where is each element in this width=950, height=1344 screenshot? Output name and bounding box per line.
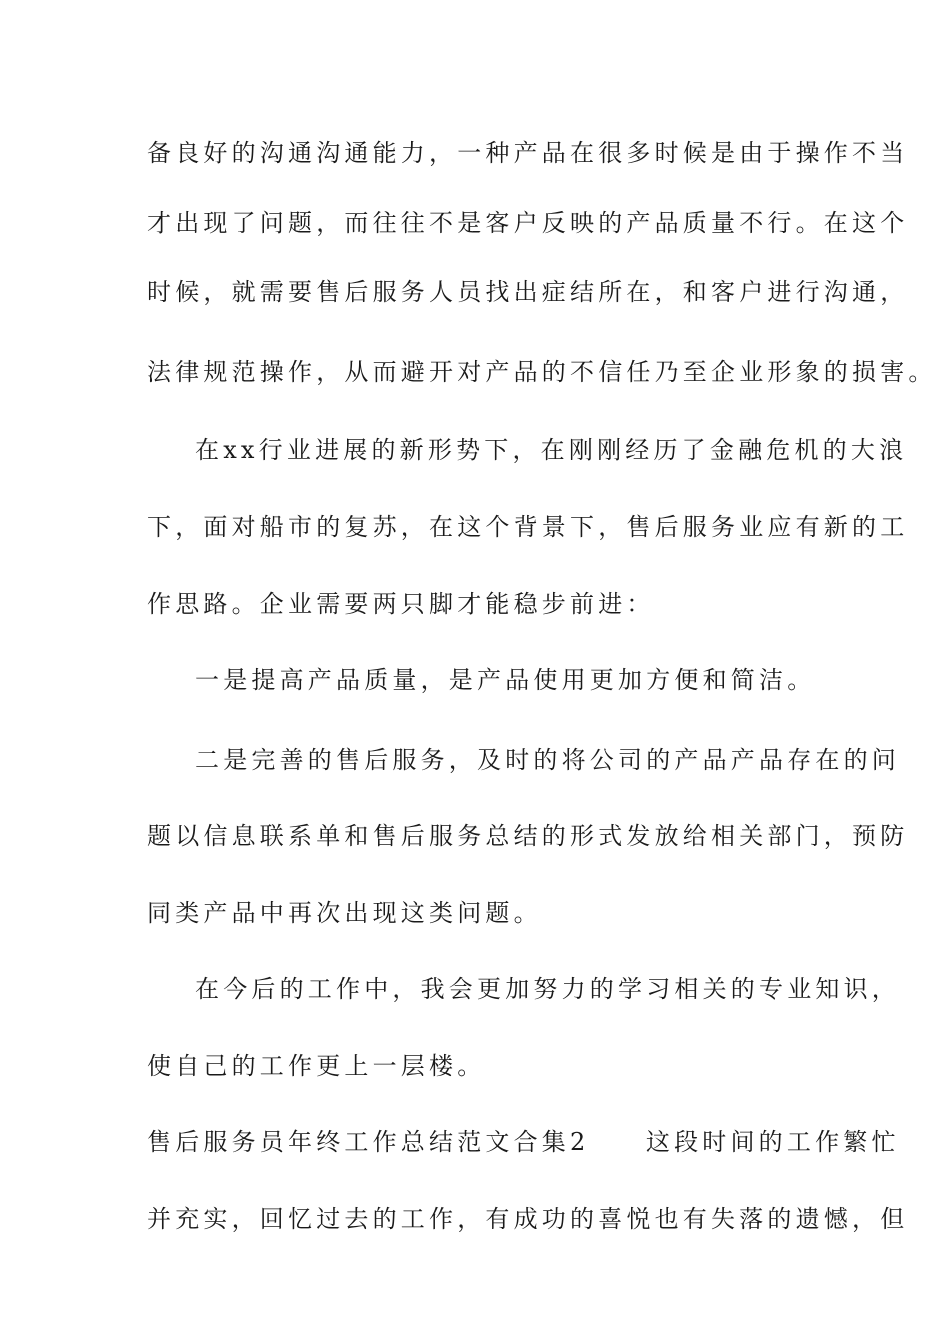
text-line-5: 在xx行业进展的新形势下，在刚刚经历了金融危机的大浪 bbox=[195, 436, 908, 464]
text-line-15: 并充实，回忆过去的工作，有成功的喜悦也有失落的遗憾，但 bbox=[147, 1205, 909, 1233]
text-line-4: 法律规范操作，从而避开对产品的不信任乃至企业形象的损害。 bbox=[147, 358, 937, 386]
text-line-8: 一是提高产品质量，是产品使用更加方便和简洁。 bbox=[195, 666, 816, 694]
text-line-9: 二是完善的售后服务，及时的将公司的产品产品存在的问 bbox=[195, 746, 900, 774]
text-line-14: 售后服务员年终工作总结范文合集2 这段时间的工作繁忙 bbox=[147, 1128, 900, 1156]
text-line-10: 题以信息联系单和售后服务总结的形式发放给相关部门，预防 bbox=[147, 822, 909, 850]
text-line-7: 作思路。企业需要两只脚才能稳步前进： bbox=[147, 590, 655, 618]
text-line-11: 同类产品中再次出现这类问题。 bbox=[147, 899, 542, 927]
text-line-6: 下，面对船市的复苏，在这个背景下，售后服务业应有新的工 bbox=[147, 513, 909, 541]
text-line-3: 时候，就需要售后服务人员找出症结所在，和客户进行沟通， bbox=[147, 278, 909, 306]
text-line-1: 备良好的沟通沟通能力，一种产品在很多时候是由于操作不当 bbox=[147, 139, 909, 167]
text-line-12: 在今后的工作中，我会更加努力的学习相关的专业知识， bbox=[195, 975, 900, 1003]
text-line-2: 才出现了问题，而往往不是客户反映的产品质量不行。在这个 bbox=[147, 209, 909, 237]
text-line-13: 使自己的工作更上一层楼。 bbox=[147, 1052, 486, 1080]
